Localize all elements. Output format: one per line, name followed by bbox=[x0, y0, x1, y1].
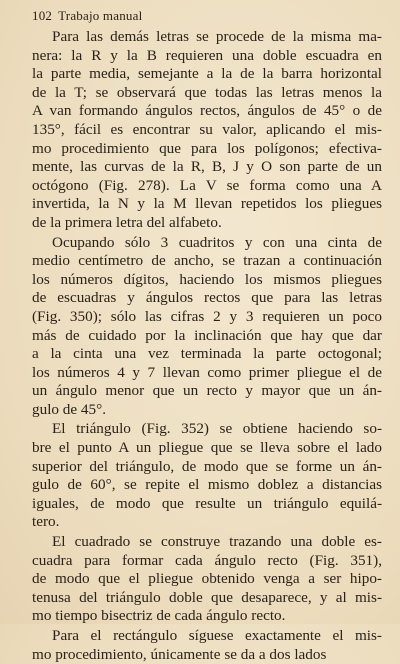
text-line: (Fig. 350); sólo las cifras 2 y 3 requieren un poco bbox=[32, 307, 382, 325]
text-line: nera: la R y la B requieren una doble escuadra en bbox=[32, 46, 382, 64]
text-line: a la cinta una vez terminada la parte octogonal; bbox=[32, 345, 382, 363]
text-line: un ángulo menor que un recto y mayor que un án- bbox=[32, 382, 382, 400]
text-line: bre el punto A un pliegue que se lleva sobre el lado bbox=[32, 439, 382, 457]
text-line: la parte media, semejante a la de la barra horizontal bbox=[32, 65, 382, 83]
book-page bbox=[32, 8, 382, 664]
text-line: El triángulo (Fig. 352) se obtiene haciendo so- bbox=[52, 420, 382, 438]
text-line: El cuadrado se construye trazando una doble es- bbox=[52, 533, 382, 551]
text-line: mo procedimiento que para los polígonos; efectiva- bbox=[32, 139, 382, 157]
text-line: mente, las curvas de la R, B, J y O son parte de un bbox=[32, 158, 382, 176]
text-line: mo procedimiento, únicamente se da a dos lados bbox=[32, 645, 327, 663]
text-line: gulo de 60°, se repite el mismo doblez a distancias bbox=[32, 476, 382, 494]
text-line: superior del triángulo, de modo que se forme un án- bbox=[32, 457, 382, 475]
paragraph bbox=[32, 627, 382, 664]
text-line: de la T; se observará que todas las letras menos la bbox=[32, 83, 382, 101]
text-line: octógono (Fig. 278). La V se forma como una A bbox=[32, 176, 382, 194]
text-line: A van formando ángulos rectos, ángulos de 45° o de bbox=[32, 102, 382, 120]
text-line: Para las demás letras se procede de la misma ma- bbox=[52, 28, 382, 45]
text-line: los números 4 y 7 llevan como primer pliegue el de bbox=[32, 363, 382, 381]
text-line: iguales, de modo que resulte un triángulo equilá- bbox=[32, 494, 382, 512]
text-line: de escuadras y ángulos rectos que para las letras bbox=[32, 289, 382, 307]
page-number: 102 bbox=[32, 8, 53, 23]
text-line: más de cuidado por la inclinación que hay que dar bbox=[32, 326, 382, 344]
text-line: tero. bbox=[32, 513, 60, 531]
text-line: cuadra para formar cada ángulo recto (Fig. 351), bbox=[32, 551, 382, 569]
text-line: 135°, fácil es encontrar su valor, aplicando el mis- bbox=[32, 120, 382, 138]
text-line: los números dígitos, haciendo los mismos pliegues bbox=[32, 270, 382, 288]
text-line: Ocupando sólo 3 cuadritos y con una cinta de bbox=[52, 233, 382, 251]
paragraph bbox=[32, 28, 382, 233]
text-line: de modo que el pliegue obtenido venga a ser hipo- bbox=[32, 570, 382, 588]
text-line: tenusa del triángulo doble que desaparece, y al mis- bbox=[32, 588, 382, 606]
running-title: Trabajo manual bbox=[58, 8, 143, 23]
paragraph bbox=[32, 533, 382, 626]
text-line: medio centímetro de ancho, se trazan a continuación bbox=[32, 252, 382, 270]
paragraph bbox=[32, 420, 382, 532]
text-line: gulo de 45°. bbox=[32, 400, 106, 418]
running-header bbox=[32, 8, 382, 24]
body-text bbox=[32, 28, 382, 664]
text-line: Para el rectángulo síguese exactamente el mis- bbox=[52, 627, 382, 644]
text-line: de la primera letra del alfabeto. bbox=[32, 213, 222, 231]
paragraph bbox=[32, 234, 382, 420]
text-line: invertida, la N y la M llevan repetidos los pliegues bbox=[32, 195, 382, 213]
text-line: mo tiempo bisectriz de cada ángulo recto. bbox=[32, 607, 286, 625]
